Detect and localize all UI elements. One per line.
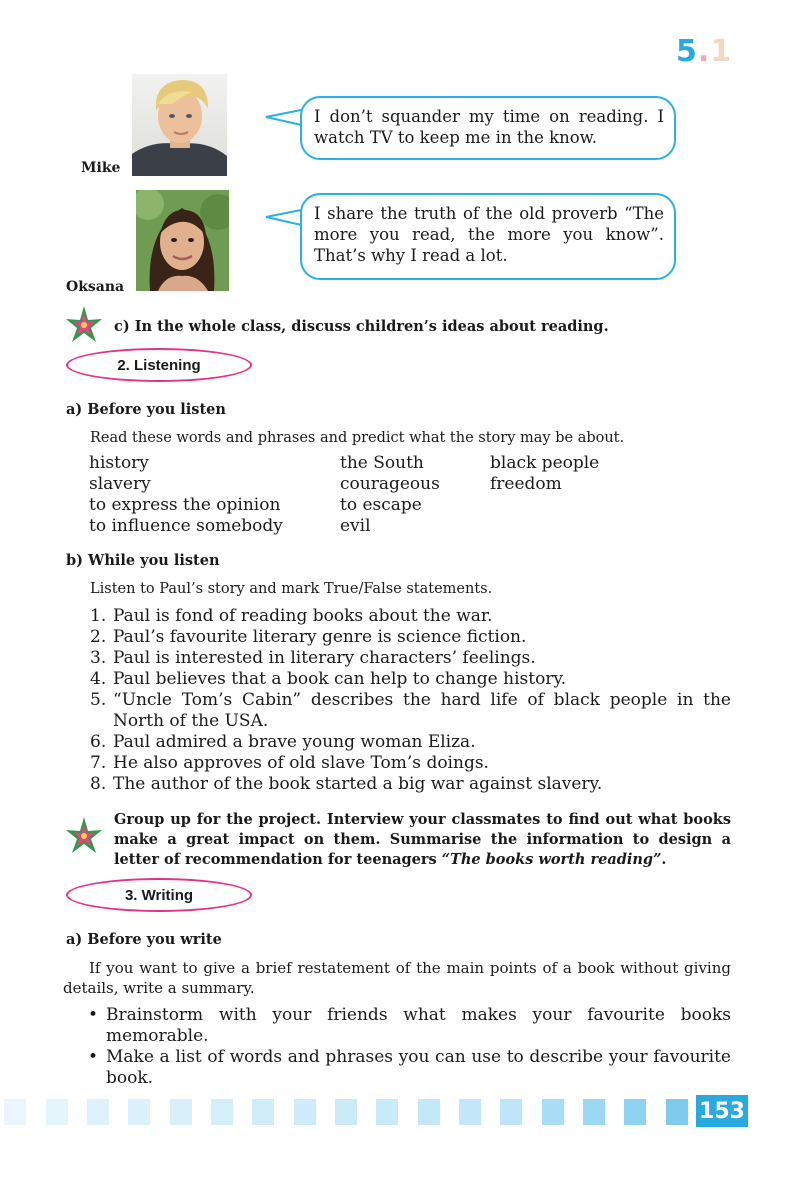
writing-heading: 3. Writing — [66, 878, 252, 912]
task-c: c) In the whole class, discuss children’s ideas about reading. — [114, 318, 609, 335]
star-icon — [64, 816, 104, 856]
section-number: 5.1 — [676, 34, 733, 69]
while-listen-instruction: Listen to Paul’s story and mark True/False statements. — [90, 581, 493, 597]
before-write-heading: a) Before you write — [66, 931, 222, 948]
word-item: freedom — [490, 474, 562, 494]
list-item: • Make a list of words and phrases you can use to describe your favourite book. — [88, 1047, 731, 1088]
list-item: 3. Paul is interested in literary characters’ feelings. — [90, 648, 536, 668]
project-title: “The books worth reading” — [441, 851, 662, 868]
list-item: 2. Paul’s favourite literary genre is science fiction. — [90, 627, 527, 647]
list-item: 7. He also approves of old slave Tom’s doings. — [90, 753, 489, 773]
before-listen-heading: a) Before you listen — [66, 401, 226, 418]
list-item: 5. “Uncle Tom’s Cabin” describes the hard life of black people in the North of the USA. — [90, 690, 731, 731]
list-item: • Brainstorm with your friends what makes your favourite books memorable. — [88, 1005, 731, 1046]
oksana-speech-bubble: I share the truth of the old proverb “The more you read, the more you know”. That’s why I read a lot. — [300, 193, 676, 280]
list-item: 6. Paul admired a brave young woman Eliza. — [90, 732, 476, 752]
word-item: history — [89, 453, 149, 473]
list-item: 8. The author of the book started a big war against slavery. — [90, 774, 603, 794]
word-item: to escape — [340, 495, 422, 515]
word-item: courageous — [340, 474, 440, 494]
project-task: Group up for the project. Interview your classmates to find out what books make a great impact on them. Summarise the information to design a letter of recommendation for teenagers “The books worth reading”. — [114, 811, 731, 868]
word-item: to influence somebody — [89, 516, 283, 536]
mike-name: Mike — [81, 160, 121, 176]
writing-bullets — [88, 1005, 731, 1089]
list-item: 1. Paul is fond of reading books about the war. — [90, 606, 493, 626]
star-icon — [64, 305, 104, 345]
word-item: the South — [340, 453, 424, 473]
mike-photo — [132, 74, 227, 176]
page-number: 153 — [696, 1095, 748, 1127]
word-item: to express the opinion — [89, 495, 281, 515]
word-item: evil — [340, 516, 371, 536]
while-listen-heading: b) While you listen — [66, 552, 220, 569]
word-item: black people — [490, 453, 600, 473]
writing-paragraph: If you want to give a brief restatement of the main points of a book without giving details, write a summary. — [63, 959, 731, 997]
listening-heading: 2. Listening — [66, 348, 252, 382]
mike-speech-bubble: I don’t squander my time on reading. I watch TV to keep me in the know. — [300, 96, 676, 160]
oksana-photo — [136, 190, 229, 291]
before-listen-instruction: Read these words and phrases and predict what the story may be about. — [90, 430, 625, 446]
word-item: slavery — [89, 474, 151, 494]
oksana-name: Oksana — [66, 279, 125, 295]
statements-list — [90, 606, 731, 795]
list-item: 4. Paul believes that a book can help to change history. — [90, 669, 567, 689]
